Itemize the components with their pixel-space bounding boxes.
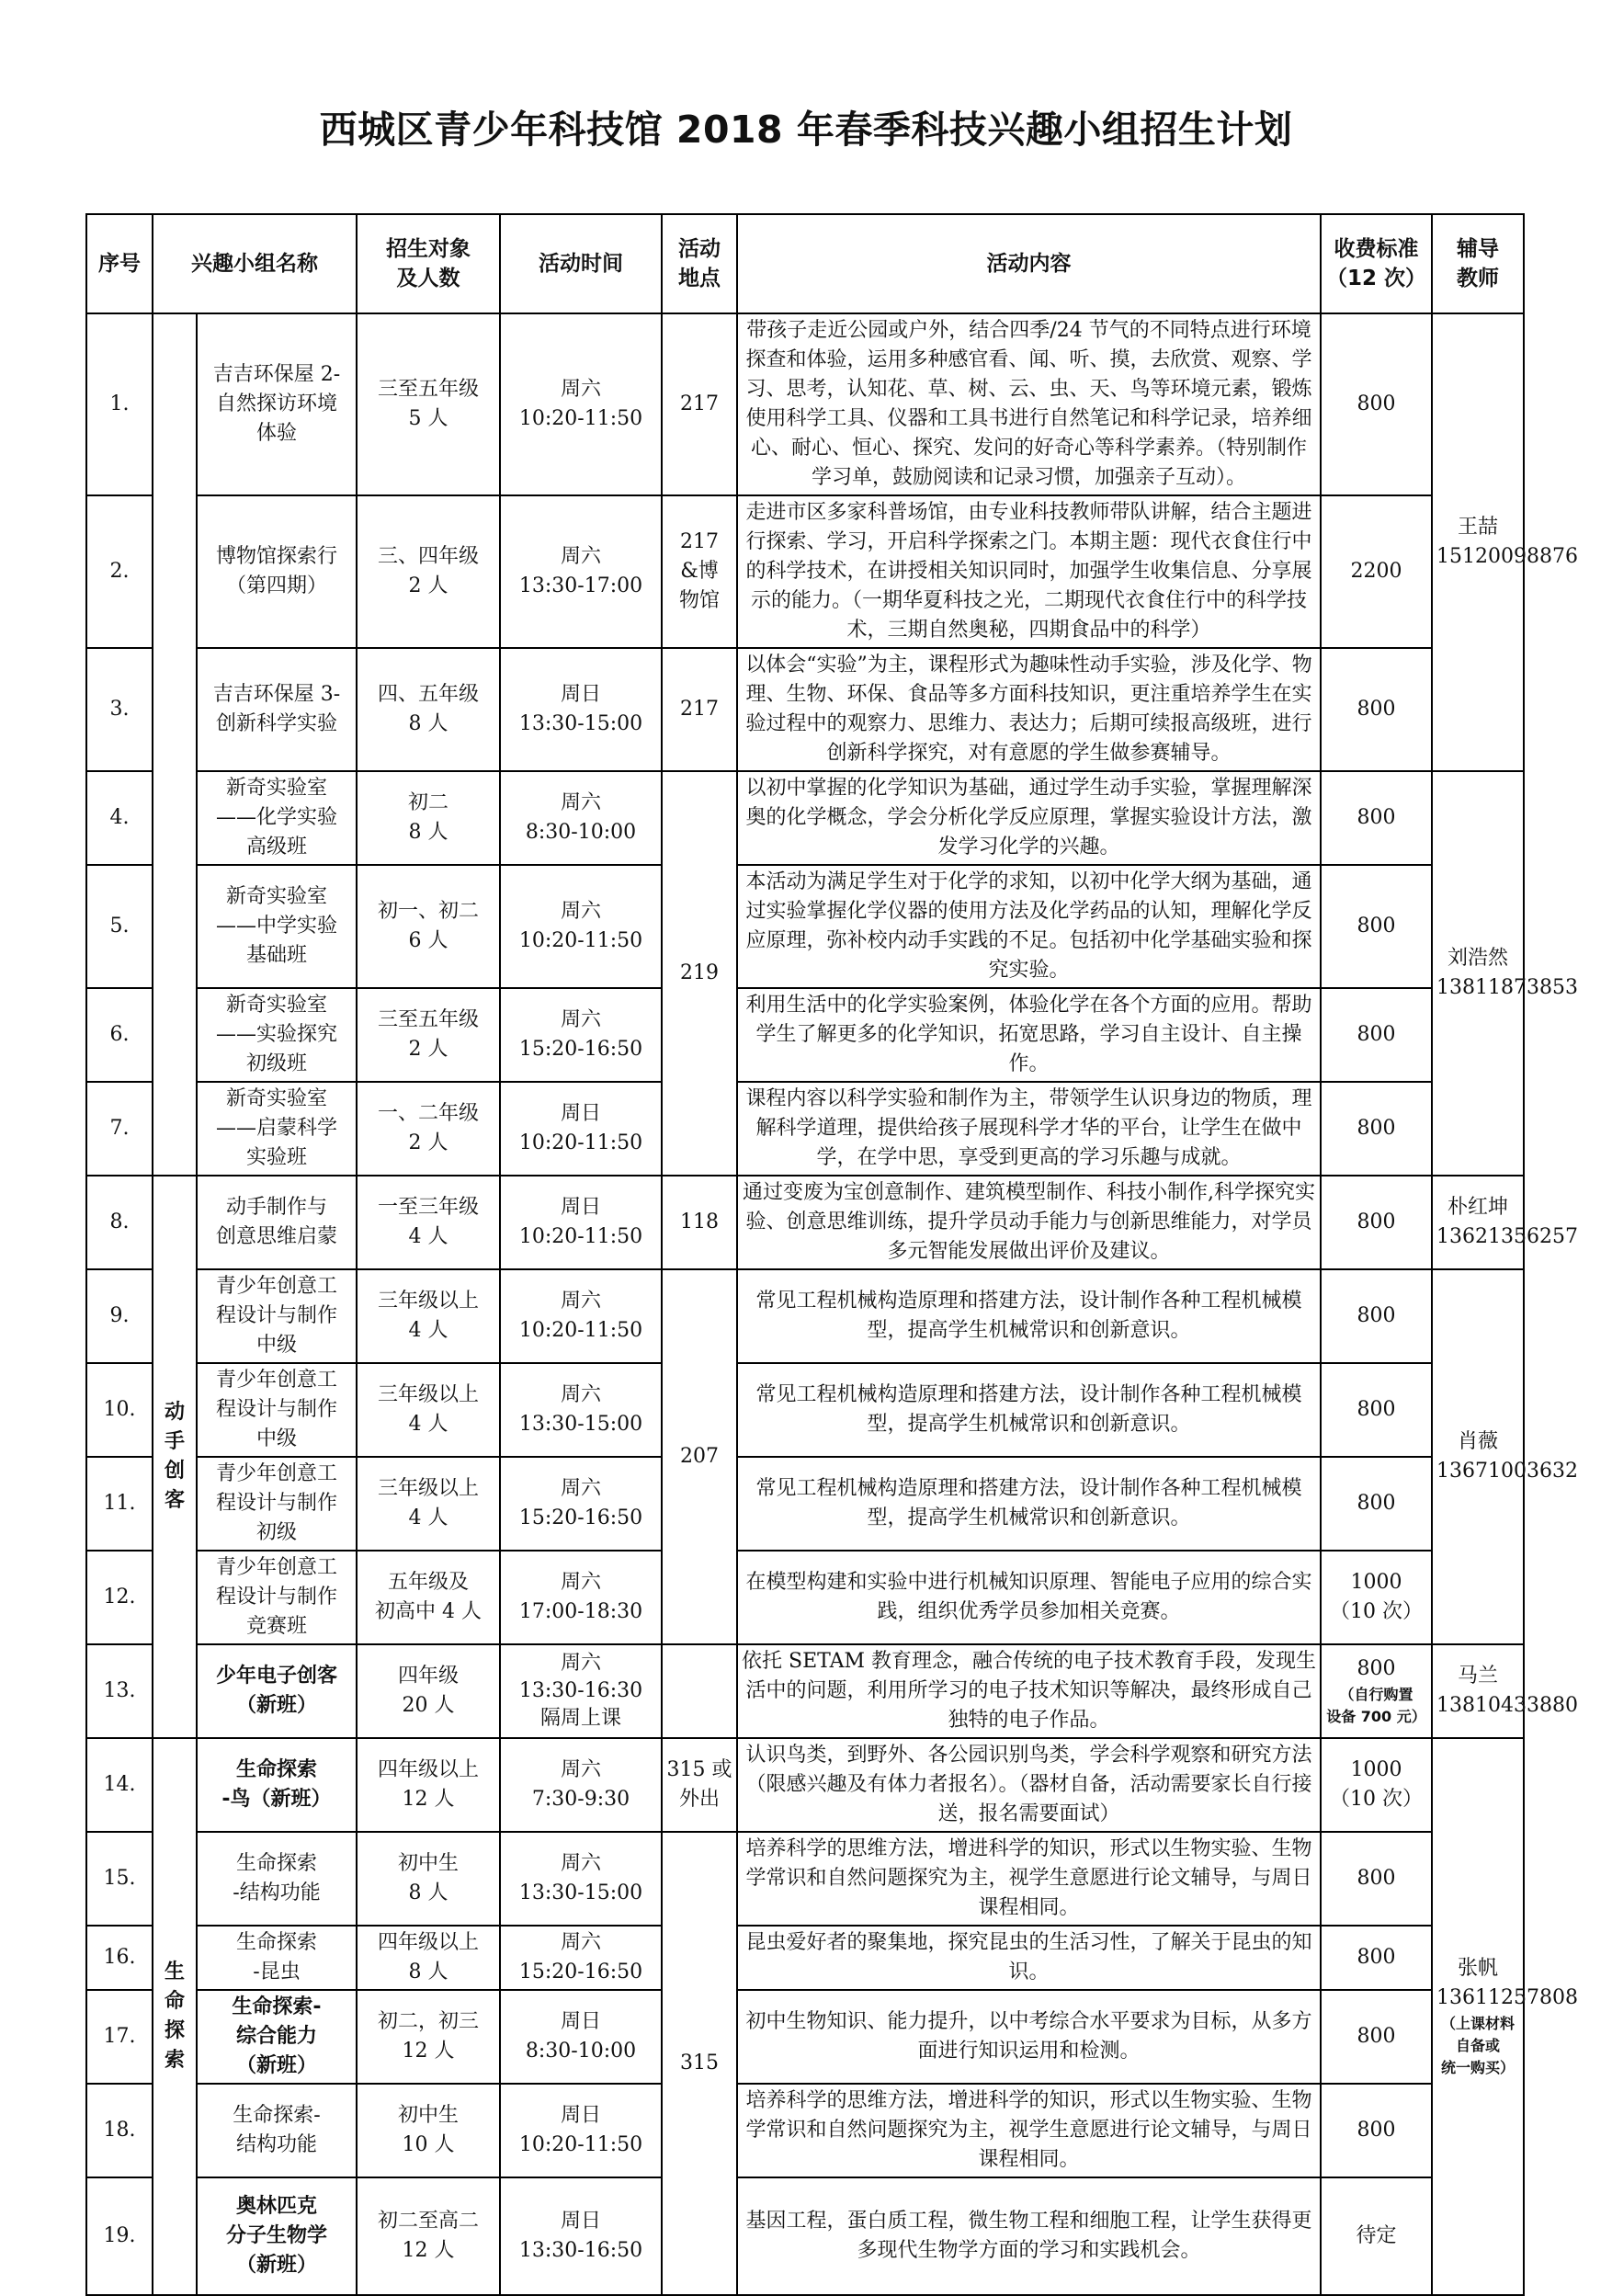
header-name: 兴趣小组名称 [153,214,357,313]
table-row [86,1363,1524,1457]
row-name: 博物馆探索行 （第四期） [197,495,357,648]
row-seq: 12. [86,1551,153,1644]
row-seq: 13. [86,1644,153,1738]
row-place: 315 或 外出 [662,1738,737,1832]
row-time: 周六 15:20-16:50 [500,1926,662,1990]
row-target: 初一、初二 6 人 [357,865,500,988]
fee-note: 设备 700 元） [1326,1708,1426,1725]
row-fee: 800 [1321,1363,1432,1457]
table-row [86,1644,1524,1738]
row-place-empty [662,1644,737,1738]
row-target: 三年级以上 4 人 [357,1363,500,1457]
row-name: 动手制作与 创意思维启蒙 [197,1176,357,1269]
row-fee: 800 [1321,1082,1432,1176]
fee-note: （自行购置 [1339,1686,1413,1703]
row-time: 周六 10:20-11:50 [500,865,662,988]
page-title: 西城区青少年科技馆 2018 年春季科技兴趣小组招生计划 [319,108,1293,152]
row-seq: 4. [86,771,153,865]
table-row [86,771,1524,865]
row-fee: 800 [1321,1269,1432,1363]
row-time: 周日 10:20-11:50 [500,1082,662,1176]
row-content: 走进市区多家科普场馆，由专业科技教师带队讲解，结合主题进行探索、学习，开启科学探索之门。本期主题：现代衣食住行中的科学技术，在讲授相关知识同时，加强学生收集信息、分享展示的能力。（一期华夏科技之光，二期现代衣食住行中的科学技术，三期自然奥秘，四期食品中的科学） [737,495,1321,648]
row-target: 五年级及 初高中 4 人 [357,1551,500,1644]
header-place: 活动 地点 [662,214,737,313]
row-time: 周六 15:20-16:50 [500,988,662,1082]
row-target: 三年级以上 4 人 [357,1269,500,1363]
row-seq: 9. [86,1269,153,1363]
teacher-cell: 张帆 13611257808 （上课材料自备或 统一购买） [1432,1738,1524,2295]
row-seq: 7. [86,1082,153,1176]
row-content: 带孩子走近公园或户外，结合四季/24 节气的不同特点进行环境探查和体验，运用多种感官看、闻、听、摸，去欣赏、观察、学习、思考，认知花、草、树、云、虫、天、鸟等环境元素，锻炼使用科学工具、仪器和工具书进行自然笔记和科学记录，培养细心、耐心、恒心、探究、发问的好奇心等科学素养。（特别制作学习单，鼓励阅读和记录习惯，加强亲子互动）。 [737,313,1321,495]
row-target: 四年级以上 8 人 [357,1926,500,1990]
table-row [86,1457,1524,1551]
table-row [86,1832,1524,1926]
header-seq: 序号 [86,214,153,313]
row-fee: 2200 [1321,495,1432,648]
teacher-cell: 肖薇 13671003632 [1432,1269,1524,1644]
row-seq: 3. [86,648,153,771]
row-fee: 800 [1321,865,1432,988]
teacher-cell: 马兰 13810433880 [1432,1644,1524,1738]
row-fee: 800 [1321,313,1432,495]
row-target: 三年级以上 4 人 [357,1457,500,1551]
row-name: 吉吉环保屋 2- 自然探访环境 体验 [197,313,357,495]
row-time: 周六 13:30-17:00 [500,495,662,648]
row-name: 青少年创意工 程设计与制作 中级 [197,1363,357,1457]
row-place: 217 [662,313,737,495]
row-name: 青少年创意工 程设计与制作 中级 [197,1269,357,1363]
row-target: 初中生 10 人 [357,2084,500,2177]
row-seq: 8. [86,1176,153,1269]
table-row [86,313,1524,495]
row-content: 常见工程机械构造原理和搭建方法，设计制作各种工程机械模型，提高学生机械常识和创新意识。 [737,1457,1321,1551]
table-row [86,1176,1524,1269]
row-name: 吉吉环保屋 3- 创新科学实验 [197,648,357,771]
header-row [86,214,1524,313]
row-name: 新奇实验室 ——中学实验 基础班 [197,865,357,988]
row-content: 依托 SETAM 教育理念，融合传统的电子技术教育手段，发现生活中的问题，利用所学习的电子技术知识等解决，最终形成自己独特的电子作品。 [737,1644,1321,1738]
header-teacher: 辅导 教师 [1432,214,1524,313]
row-content: 在模型构建和实验中进行机械知识原理、智能电子应用的综合实践，组织优秀学员参加相关竞赛。 [737,1551,1321,1644]
row-target: 一、二年级 2 人 [357,1082,500,1176]
row-fee: 800 [1321,1457,1432,1551]
row-fee: 800 [1321,2084,1432,2177]
group-label-maker: 动 手 创 客 [153,1176,197,1738]
row-place: 315 [662,1832,737,2295]
row-time: 周六 13:30-15:00 [500,1363,662,1457]
row-fee: 800 [1321,1176,1432,1269]
row-name: 生命探索 -昆虫 [197,1926,357,1990]
row-time: 周日 13:30-16:50 [500,2177,662,2295]
table-row [86,1551,1524,1644]
group-cell-chemistry [153,313,197,1176]
row-place: 118 [662,1176,737,1269]
row-content: 认识鸟类，到野外、各公园识别鸟类，学会科学观察和研究方法（限感兴趣及有体力者报名）。（器材自备，活动需要家长自行接送，报名需要面试） [737,1738,1321,1832]
row-fee: 800 [1321,1832,1432,1926]
table-row [86,1269,1524,1363]
row-name: 生命探索 -鸟（新班） [197,1738,357,1832]
row-time: 周六 10:20-11:50 [500,313,662,495]
row-place: 219 [662,771,737,1176]
row-target: 四年级以上 12 人 [357,1738,500,1832]
table-row [86,1082,1524,1176]
row-fee: 800 （自行购置 设备 700 元） [1321,1644,1432,1738]
row-place: 217 [662,648,737,771]
teacher-cell: 王喆 15120098876 [1432,313,1524,771]
row-time: 周六 17:00-18:30 [500,1551,662,1644]
row-seq: 5. [86,865,153,988]
row-seq: 6. [86,988,153,1082]
table-row [86,648,1524,771]
row-seq: 15. [86,1832,153,1926]
row-fee: 800 [1321,988,1432,1082]
row-time: 周日 10:20-11:50 [500,1176,662,1269]
row-seq: 17. [86,1990,153,2084]
row-place: 217 &博 物馆 [662,495,737,648]
teacher-note: （上课材料自备或 [1440,2015,1515,2054]
row-name: 生命探索- 综合能力 （新班） [197,1990,357,2084]
row-content: 以体会“实验”为主，课程形式为趣味性动手实验，涉及化学、物理、生物、环保、食品等多方面科技知识，更注重培养学生在实验过程中的观察力、思维力、表达力；后期可续报高级班，进行创新科学探究，对有意愿的学生做参赛辅导。 [737,648,1321,771]
table-row [86,2084,1524,2177]
row-time: 周六 8:30-10:00 [500,771,662,865]
row-target: 三、四年级 2 人 [357,495,500,648]
row-target: 一至三年级 4 人 [357,1176,500,1269]
teacher-note: 统一购买） [1440,2059,1515,2076]
table-row [86,1738,1524,1832]
row-content: 培养科学的思维方法，增进科学的知识，形式以生物实验、生物学常识和自然问题探究为主，视学生意愿进行论文辅导，与周日课程相同。 [737,2084,1321,2177]
row-fee: 1000 （10 次） [1321,1738,1432,1832]
row-fee: 800 [1321,648,1432,771]
row-name: 新奇实验室 ——启蒙科学 实验班 [197,1082,357,1176]
row-time: 周日 13:30-15:00 [500,648,662,771]
row-content: 基因工程，蛋白质工程，微生物工程和细胞工程，让学生获得更多现代生物学方面的学习和实践机会。 [737,2177,1321,2295]
row-fee: 800 [1321,771,1432,865]
row-fee: 1000 （10 次） [1321,1551,1432,1644]
enrollment-table [85,213,1578,2296]
row-name: 青少年创意工 程设计与制作 初级 [197,1457,357,1551]
row-name: 生命探索- 结构功能 [197,2084,357,2177]
header-target: 招生对象 及人数 [357,214,500,313]
row-seq: 18. [86,2084,153,2177]
row-time: 周六 7:30-9:30 [500,1738,662,1832]
row-target: 三至五年级 5 人 [357,313,500,495]
row-content: 初中生物知识、能力提升，以中考综合水平要求为目标，从多方面进行知识运用和检测。 [737,1990,1321,2084]
row-target: 三至五年级 2 人 [357,988,500,1082]
row-time: 周日 10:20-11:50 [500,2084,662,2177]
row-seq: 2. [86,495,153,648]
row-target: 四年级 20 人 [357,1644,500,1738]
row-fee: 800 [1321,1926,1432,1990]
row-fee: 待定 [1321,2177,1432,2295]
header-time: 活动时间 [500,214,662,313]
row-target: 初中生 8 人 [357,1832,500,1926]
row-target: 初二 8 人 [357,771,500,865]
row-seq: 10. [86,1363,153,1457]
row-time: 周六 10:20-11:50 [500,1269,662,1363]
row-name: 新奇实验室 ——实验探究 初级班 [197,988,357,1082]
row-seq: 19. [86,2177,153,2295]
table-row [86,1926,1524,1990]
header-fee: 收费标准 （12 次） [1321,214,1432,313]
row-content: 通过变废为宝创意制作、建筑模型制作、科技小制作,科学探究实验、创意思维训练，提升学员动手能力与创新思维能力，对学员多元智能发展做出评价及建议。 [737,1176,1321,1269]
row-content: 常见工程机械构造原理和搭建方法，设计制作各种工程机械模型，提高学生机械常识和创新意识。 [737,1269,1321,1363]
row-target: 初二至高二 12 人 [357,2177,500,2295]
teacher-cell: 刘浩然 13811873853 [1432,771,1524,1176]
table-row [86,865,1524,988]
row-seq: 1. [86,313,153,495]
row-content: 培养科学的思维方法，增进科学的知识，形式以生物实验、生物学常识和自然问题探究为主，视学生意愿进行论文辅导，与周日课程相同。 [737,1832,1321,1926]
row-target: 四、五年级 8 人 [357,648,500,771]
row-name: 生命探索 -结构功能 [197,1832,357,1926]
row-seq: 16. [86,1926,153,1990]
row-name: 少年电子创客 （新班） [197,1644,357,1738]
table-row [86,2177,1524,2295]
row-name: 青少年创意工 程设计与制作 竞赛班 [197,1551,357,1644]
teacher-cell: 朴红坤 13621356257 [1432,1176,1524,1269]
row-time: 周六 15:20-16:50 [500,1457,662,1551]
row-fee: 800 [1321,1990,1432,2084]
row-content: 常见工程机械构造原理和搭建方法，设计制作各种工程机械模型，提高学生机械常识和创新意识。 [737,1363,1321,1457]
row-time: 周六 13:30-15:00 [500,1832,662,1926]
row-seq: 14. [86,1738,153,1832]
table-row [86,988,1524,1082]
row-target: 初二，初三 12 人 [357,1990,500,2084]
row-name: 奥林匹克 分子生物学 （新班） [197,2177,357,2295]
row-content: 昆虫爱好者的聚集地，探究昆虫的生活习性，了解关于昆虫的知识。 [737,1926,1321,1990]
row-time: 周六 13:30-16:30 隔周上课 [500,1644,662,1738]
header-content: 活动内容 [737,214,1321,313]
row-content: 利用生活中的化学实验案例，体验化学在各个方面的应用。帮助学生了解更多的化学知识，拓宽思路，学习自主设计、自主操作。 [737,988,1321,1082]
row-name: 新奇实验室 ——化学实验 高级班 [197,771,357,865]
row-content: 本活动为满足学生对于化学的求知，以初中化学大纲为基础，通过实验掌握化学仪器的使用方法及化学药品的认知，理解化学反应原理，弥补校内动手实践的不足。包括初中化学基础实验和探究实验。 [737,865,1321,988]
row-seq: 11. [86,1457,153,1551]
group-label-life: 生 命 探 索 [153,1738,197,2295]
row-content: 课程内容以科学实验和制作为主，带领学生认识身边的物质，理解科学道理，提供给孩子展现科学才华的平台，让学生在做中学，在学中思，享受到更高的学习乐趣与成就。 [737,1082,1321,1176]
table-row [86,495,1524,648]
row-place: 207 [662,1269,737,1644]
row-content: 以初中掌握的化学知识为基础，通过学生动手实验，掌握理解深奥的化学概念，学会分析化学反应原理，掌握实验设计方法，激发学习化学的兴趣。 [737,771,1321,865]
table-row [86,1990,1524,2084]
row-time: 周日 8:30-10:00 [500,1990,662,2084]
